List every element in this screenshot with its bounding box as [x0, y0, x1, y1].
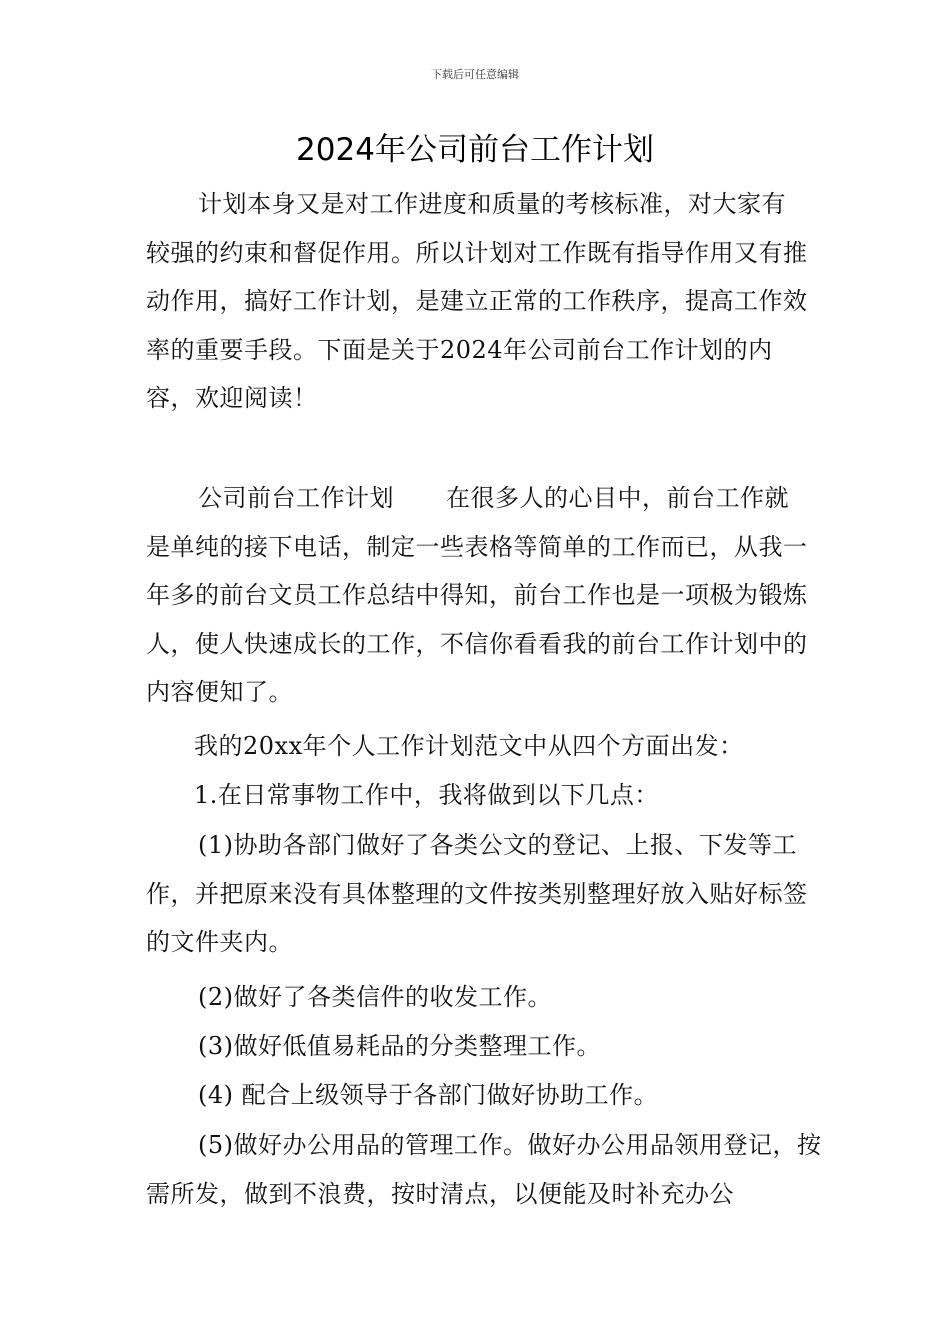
section-paragraph — [146, 474, 808, 717]
header-note: 下载后可任意编辑 — [431, 68, 519, 81]
list-item: (4) 配合上级领导于各部门做好协助工作。 — [198, 1081, 659, 1109]
list-item: (2)做好了各类信件的收发工作。 — [198, 983, 552, 1011]
list-item: (5)做好办公用品的管理工作。做好办公用品领用登记，按需所发，做到不浪费，按时清点，以便能及时补充办公 — [146, 1131, 822, 1208]
document-title: 2024年公司前台工作计划 — [296, 132, 654, 168]
section-heading: 公司前台工作计划 — [198, 484, 394, 512]
lead-line: 我的20xx年个人工作计划范文中从四个方面出发： — [194, 732, 744, 760]
list-item: (1)协助各部门做好了各类公文的登记、上报、下发等工作，并把原来没有具体整理的文件按类别整理好放入贴好标签的文件夹内。 — [146, 831, 808, 956]
intro-paragraph: 计划本身又是对工作进度和质量的考核标准，对大家有较强的约束和督促作用。所以计划对工作既有指导作用又有推动作用，搞好工作计划，是建立正常的工作秩序，提高工作效率的重要手段。下面是关于2024年公司前台工作计划的内容，欢迎阅读！ — [146, 190, 808, 412]
section-text: 在很多人的心目中，前台工作就是单纯的接下电话，制定一些表格等简单的工作而已，从我一年多的前台文员工作总结中得知，前台工作也是一项极为锻炼人，使人快速成长的工作，不信你看看我的前台工作计划中的内容便知了。 — [146, 484, 808, 706]
point-one: 1.在日常事物工作中，我将做到以下几点： — [194, 781, 659, 809]
list-item: (3)做好低值易耗品的分类整理工作。 — [198, 1032, 601, 1060]
